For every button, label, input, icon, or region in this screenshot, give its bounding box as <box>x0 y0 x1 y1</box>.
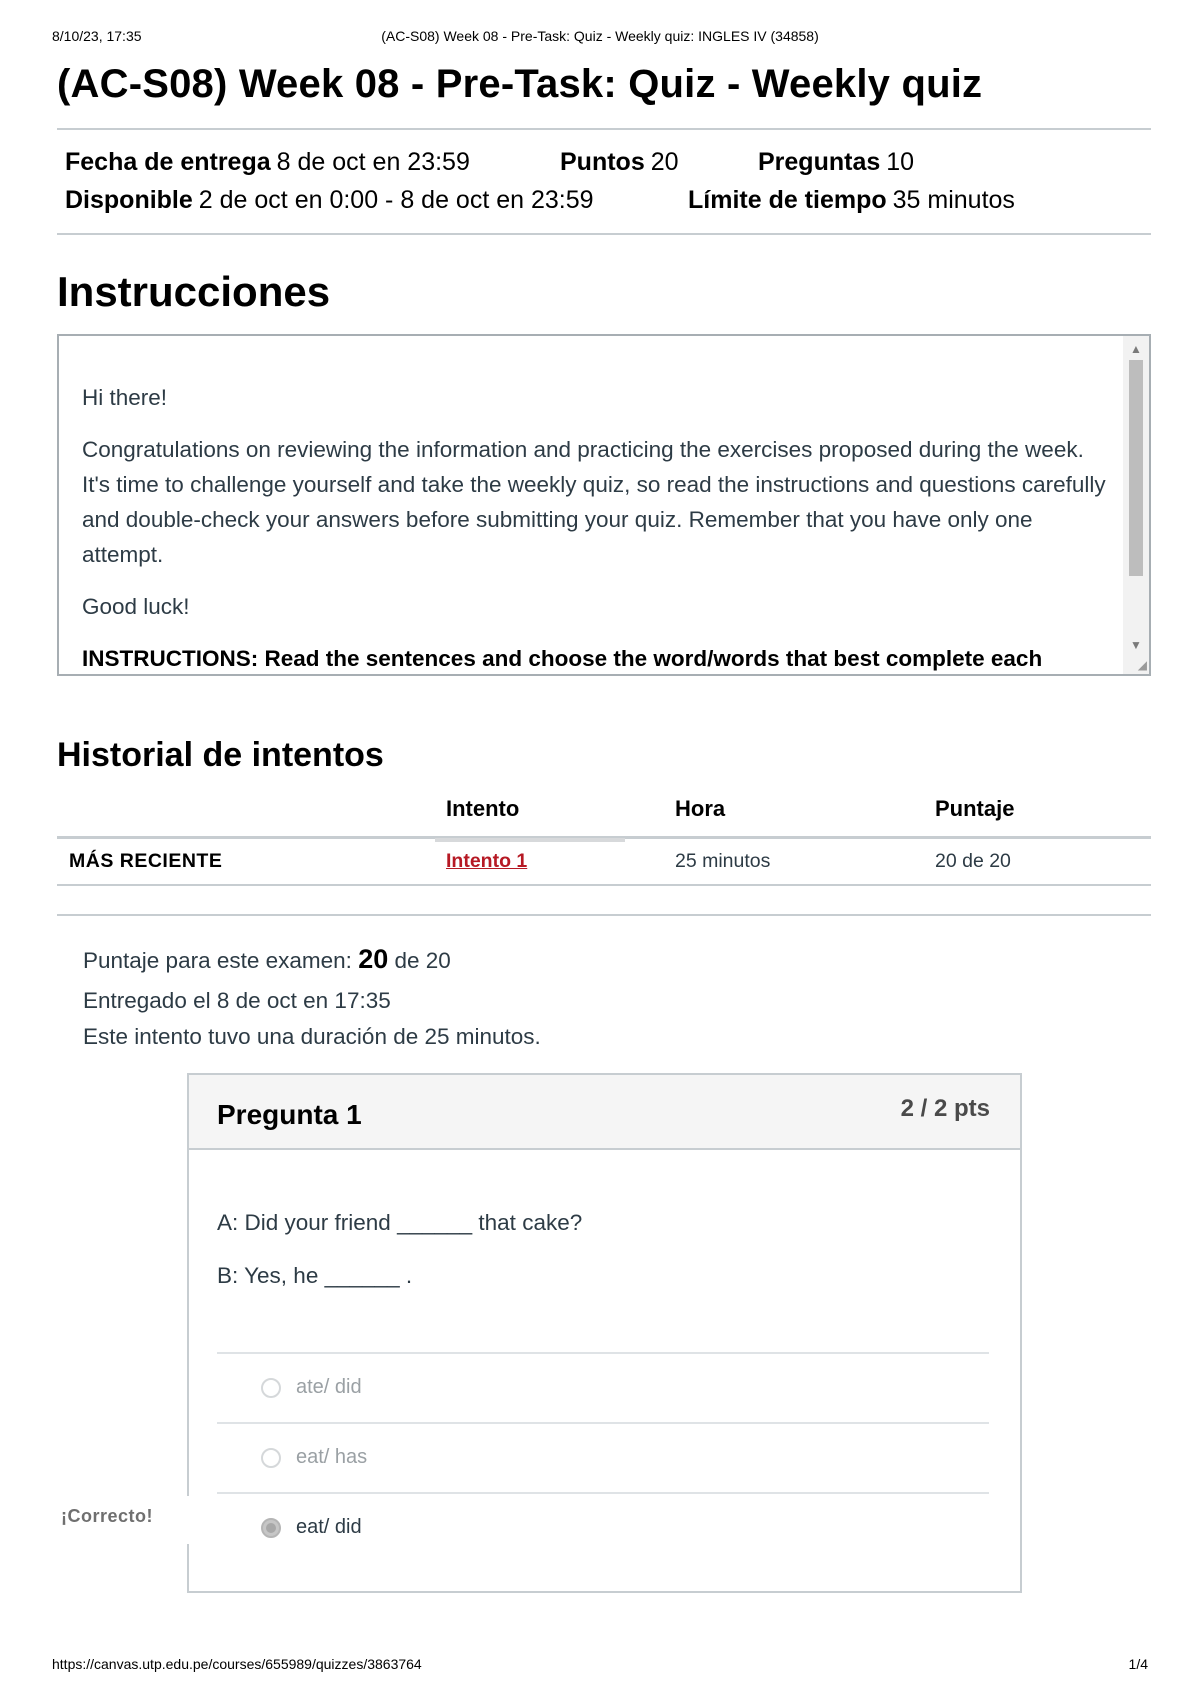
print-header <box>52 28 1148 48</box>
attempt-score: 20 de 20 <box>935 850 1011 872</box>
instructions-luck: Good luck! <box>82 594 190 619</box>
meta-divider <box>57 233 1151 235</box>
due-label: Fecha de entrega <box>65 148 271 176</box>
score-summary <box>83 944 451 975</box>
print-footer <box>52 1656 1148 1676</box>
history-heading: Historial de intentos <box>57 736 384 774</box>
column-time: Hora <box>675 796 726 821</box>
meta-available <box>65 186 594 215</box>
instructions-panel[interactable] <box>57 334 1151 676</box>
instructions-body: Congratulations on reviewing the information and practicing the exercises proposed during the week. It's time to challenge yourself and take the weekly quiz, so read the instructions and questions carefully and double-check your answers before submitting your quiz. Remember that you have only one attempt. <box>82 437 1106 567</box>
questions-value: 10 <box>886 148 915 176</box>
question-header <box>189 1075 1020 1150</box>
history-section-divider <box>57 914 1151 916</box>
attempt-time: 25 minutos <box>675 850 771 872</box>
attempt-link[interactable]: Intento 1 <box>446 850 528 872</box>
duration-info: Este intento tuvo una duración de 25 minutos. <box>83 1024 541 1049</box>
instructions-heading: Instrucciones <box>57 268 331 315</box>
meta-due <box>65 148 470 177</box>
time-limit-label: Límite de tiempo <box>688 186 887 214</box>
questions-label: Preguntas <box>758 148 881 176</box>
latest-label: MÁS RECIENTE <box>69 850 223 872</box>
available-label: Disponible <box>65 186 193 214</box>
answer-text: eat/ has <box>296 1446 368 1468</box>
question-line-2: B: Yes, he ______ . <box>217 1263 413 1288</box>
available-value: 2 de oct en 0:00 - 8 de oct en 23:59 <box>198 186 594 214</box>
print-document-title: (AC-S08) Week 08 - Pre-Task: Quiz - Weekly quiz: INGLES IV (34858) <box>381 28 819 44</box>
score-suffix: de 20 <box>394 948 451 973</box>
score-value: 20 <box>358 944 389 974</box>
resize-grip-icon[interactable]: ◢ <box>1137 658 1147 672</box>
meta-points <box>560 148 679 177</box>
answer-divider <box>217 1492 989 1494</box>
latest-attempt-marker <box>435 838 625 842</box>
points-value: 20 <box>650 148 679 176</box>
scroll-thumb[interactable] <box>1129 360 1143 576</box>
instructions-content <box>82 380 1109 676</box>
quiz-title: (AC-S08) Week 08 - Pre-Task: Quiz - Weekly quiz <box>57 62 983 106</box>
scroll-up-arrow-icon[interactable]: ▲ <box>1130 342 1142 356</box>
submitted-info: Entregado el 8 de oct en 17:35 <box>83 988 391 1013</box>
correct-feedback-flag <box>57 1496 192 1544</box>
question-card <box>187 1073 1022 1593</box>
instructions-greeting: Hi there! <box>82 385 168 410</box>
meta-time-limit <box>688 186 1015 215</box>
print-page-number: 1/4 <box>1128 1656 1148 1672</box>
time-limit-value: 35 minutos <box>892 186 1015 214</box>
print-url: https://canvas.utp.edu.pe/courses/655989/quizzes/3863764 <box>52 1656 422 1672</box>
question-line-1: A: Did your friend ______ that cake? <box>217 1210 583 1235</box>
answer-text: ate/ did <box>296 1376 362 1398</box>
radio-button-icon[interactable] <box>261 1448 281 1468</box>
correct-feedback-text: ¡Correcto! <box>61 1506 154 1526</box>
column-score: Puntaje <box>935 796 1015 821</box>
title-divider <box>57 128 1151 130</box>
scroll-down-arrow-icon[interactable]: ▼ <box>1130 638 1142 652</box>
question-points: 2 / 2 pts <box>900 1095 990 1122</box>
column-attempt: Intento <box>446 796 520 821</box>
question-title: Pregunta 1 <box>217 1099 362 1130</box>
history-row-divider <box>57 884 1151 886</box>
instructions-directive: INSTRUCTIONS: Read the sentences and choose the word/words that best complete each <box>82 646 1043 671</box>
print-date: 8/10/23, 17:35 <box>52 28 142 44</box>
due-value: 8 de oct en 23:59 <box>276 148 470 176</box>
answer-divider <box>217 1352 989 1354</box>
instructions-scrollbar[interactable] <box>1123 336 1149 674</box>
radio-button-checked-icon[interactable] <box>261 1518 281 1538</box>
radio-button-icon[interactable] <box>261 1378 281 1398</box>
answer-divider <box>217 1422 989 1424</box>
meta-questions <box>758 148 914 177</box>
answer-text: eat/ did <box>296 1516 362 1538</box>
score-prefix: Puntaje para este examen: <box>83 948 352 973</box>
points-label: Puntos <box>560 148 645 176</box>
